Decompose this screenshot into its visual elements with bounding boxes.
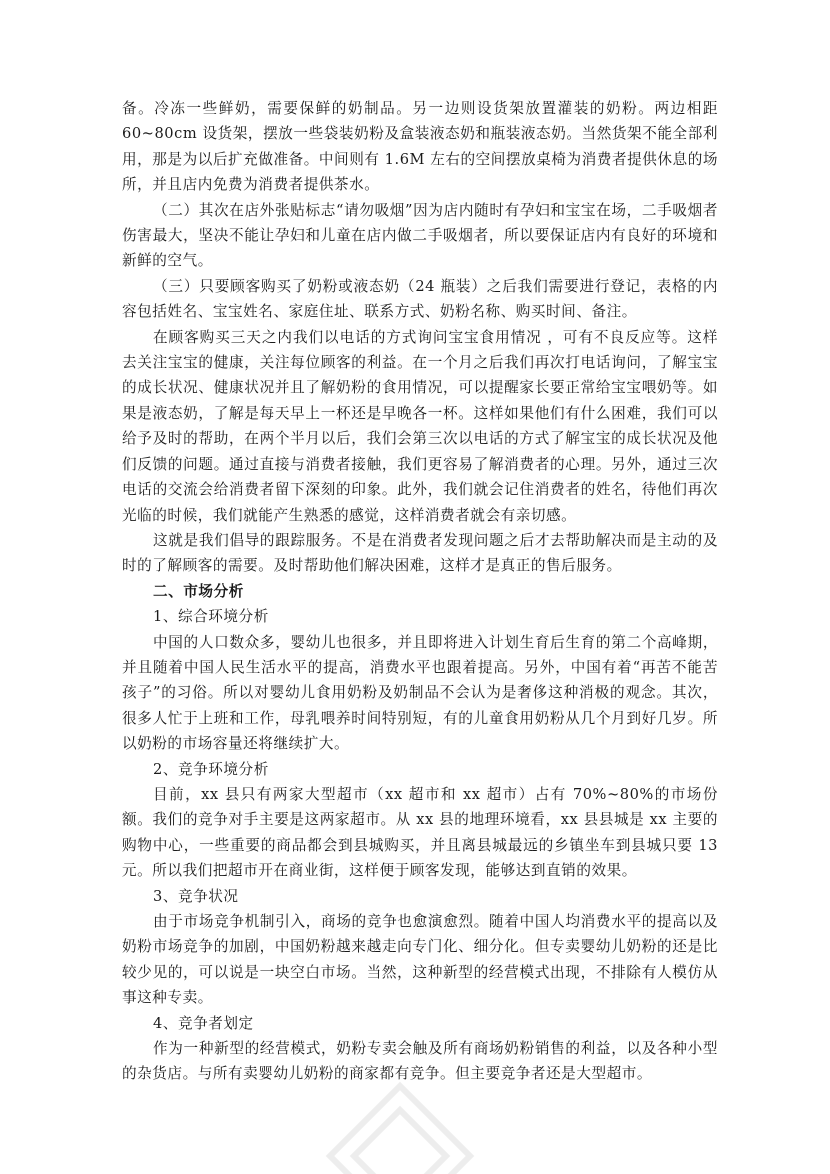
- diamond-watermark-icon: [300, 1080, 500, 1174]
- document-body: [122, 96, 718, 1087]
- paragraph-competitor-definition: 作为一种新型的经营模式，奶粉专卖会触及所有商场奶粉销售的利益，以及各种小型的杂货店。与所有卖婴幼儿奶粉的商家都有竞争。但主要竞争者还是大型超市。: [122, 1040, 718, 1083]
- paragraph-environment: 中国的人口数众多，婴幼儿也很多，并且即将进入计划生育后生育的第二个高峰期，并且随着中国人民生活水平的提高，消费水平也跟着提高。另外，中国有着“再苦不能苦孩子”的习俗。所以对婴幼儿食用奶粉及奶制品不会认为是奢侈这种消极的观念。其次，很多人忙于上班和工作，母乳喂养时间特别短，有的儿童食用奶粉从几个月到好几岁。所以奶粉的市场容量还将继续扩大。: [122, 633, 718, 753]
- subheading-environment-analysis: 1、综合环境分析: [153, 608, 269, 626]
- subheading-competitor-definition: 4、竞争者划定: [153, 1014, 254, 1032]
- paragraph-tracking-service: 这就是我们倡导的跟踪服务。不是在消费者发现问题之后才去帮助解决而是主动的及时的了解顾客的需要。及时帮助他们解决困难，这样才是真正的售后服务。: [122, 531, 718, 575]
- section-heading-market-analysis: 二、市场分析: [153, 582, 244, 600]
- paragraph-competition-status: 由于市场竞争机制引入，商场的竞争也愈演愈烈。随着中国人均消费水平的提高以及奶粉市场竞争的加剧，中国奶粉越来越走向专门化、细分化。但专卖婴幼儿奶粉的还是比较少见的，可以说是一块空白市场。当然，这种新型的经营模式出现，不排除有人模仿从事这种专卖。: [122, 913, 718, 1007]
- subheading-competition-status: 3、竞争状况: [153, 887, 239, 905]
- paragraph-phone-follow-up: 在顾客购买三天之内我们以电话的方式询问宝宝食用情况 ，可有不良反应等。这样去关注宝宝的健康，关注每位顾客的利益。在一个月之后我们再次打电话询问，了解宝宝的成长状况、健康状况并且了解奶粉的食用情况，可以提醒家长要正常给宝宝喂奶等。如果是液态奶，了解是每天早上一杯还是早晚各一杯。这样如果他们有什么困难，我们可以给予及时的帮助，在两个半月以后，我们会第三次以电话的方式了解宝宝的成长状况及他们反馈的问题。通过直接与消费者接触，我们更容易了解消费者的心理。另外，通过三次电话的交流会给消费者留下深刻的印象。此外，我们就会记住消费者的姓名，待他们再次光临的时候，我们就能产生熟悉的感觉，这样消费者就会有亲切感。: [122, 328, 718, 524]
- subheading-competition-environment: 2、竞争环境分析: [153, 760, 269, 778]
- paragraph-competition-environment: 目前，xx 县只有两家大型超市（xx 超市和 xx 超市）占有 70%~80%的市场份额。我们的竞争对手主要是这两家超市。从 xx 县的地理环境看，xx 县县城是 xx 主要的购物中心，一些重要的商品都会到县城购买，并且离县城最远的乡镇坐车到县城只要 13 元。所以我们把超市开在商业街，这样便于顾客发现，能够达到直销的效果。: [122, 785, 718, 880]
- paragraph-registration: （三）只要顾客购买了奶粉或液态奶（24 瓶装）之后我们需要进行登记，表格的内容包括姓名、宝宝姓名、家庭住址、联系方式、奶粉名称、购买时间、备注。: [122, 277, 718, 321]
- paragraph-shelf-layout: 备。冷冻一些鲜奶，需要保鲜的奶制品。另一边则设货架放置灌装的奶粉。两边相距 60~80cm 设货架，摆放一些袋装奶粉及盒装液态奶和瓶装液态奶。当然货架不能全部利用，那是为以后扩充做准备。中间则有 1.6M 左右的空间摆放桌椅为消费者提供休息的场所，并且店内免费为消费者提供茶水。: [122, 100, 718, 194]
- paragraph-no-smoking: （二）其次在店外张贴标志“请勿吸烟”因为店内随时有孕妇和宝宝在场，二手吸烟者伤害最大，坚决不能让孕妇和儿童在店内做二手吸烟者，所以要保证店内有良好的环境和新鲜的空气。: [122, 201, 718, 270]
